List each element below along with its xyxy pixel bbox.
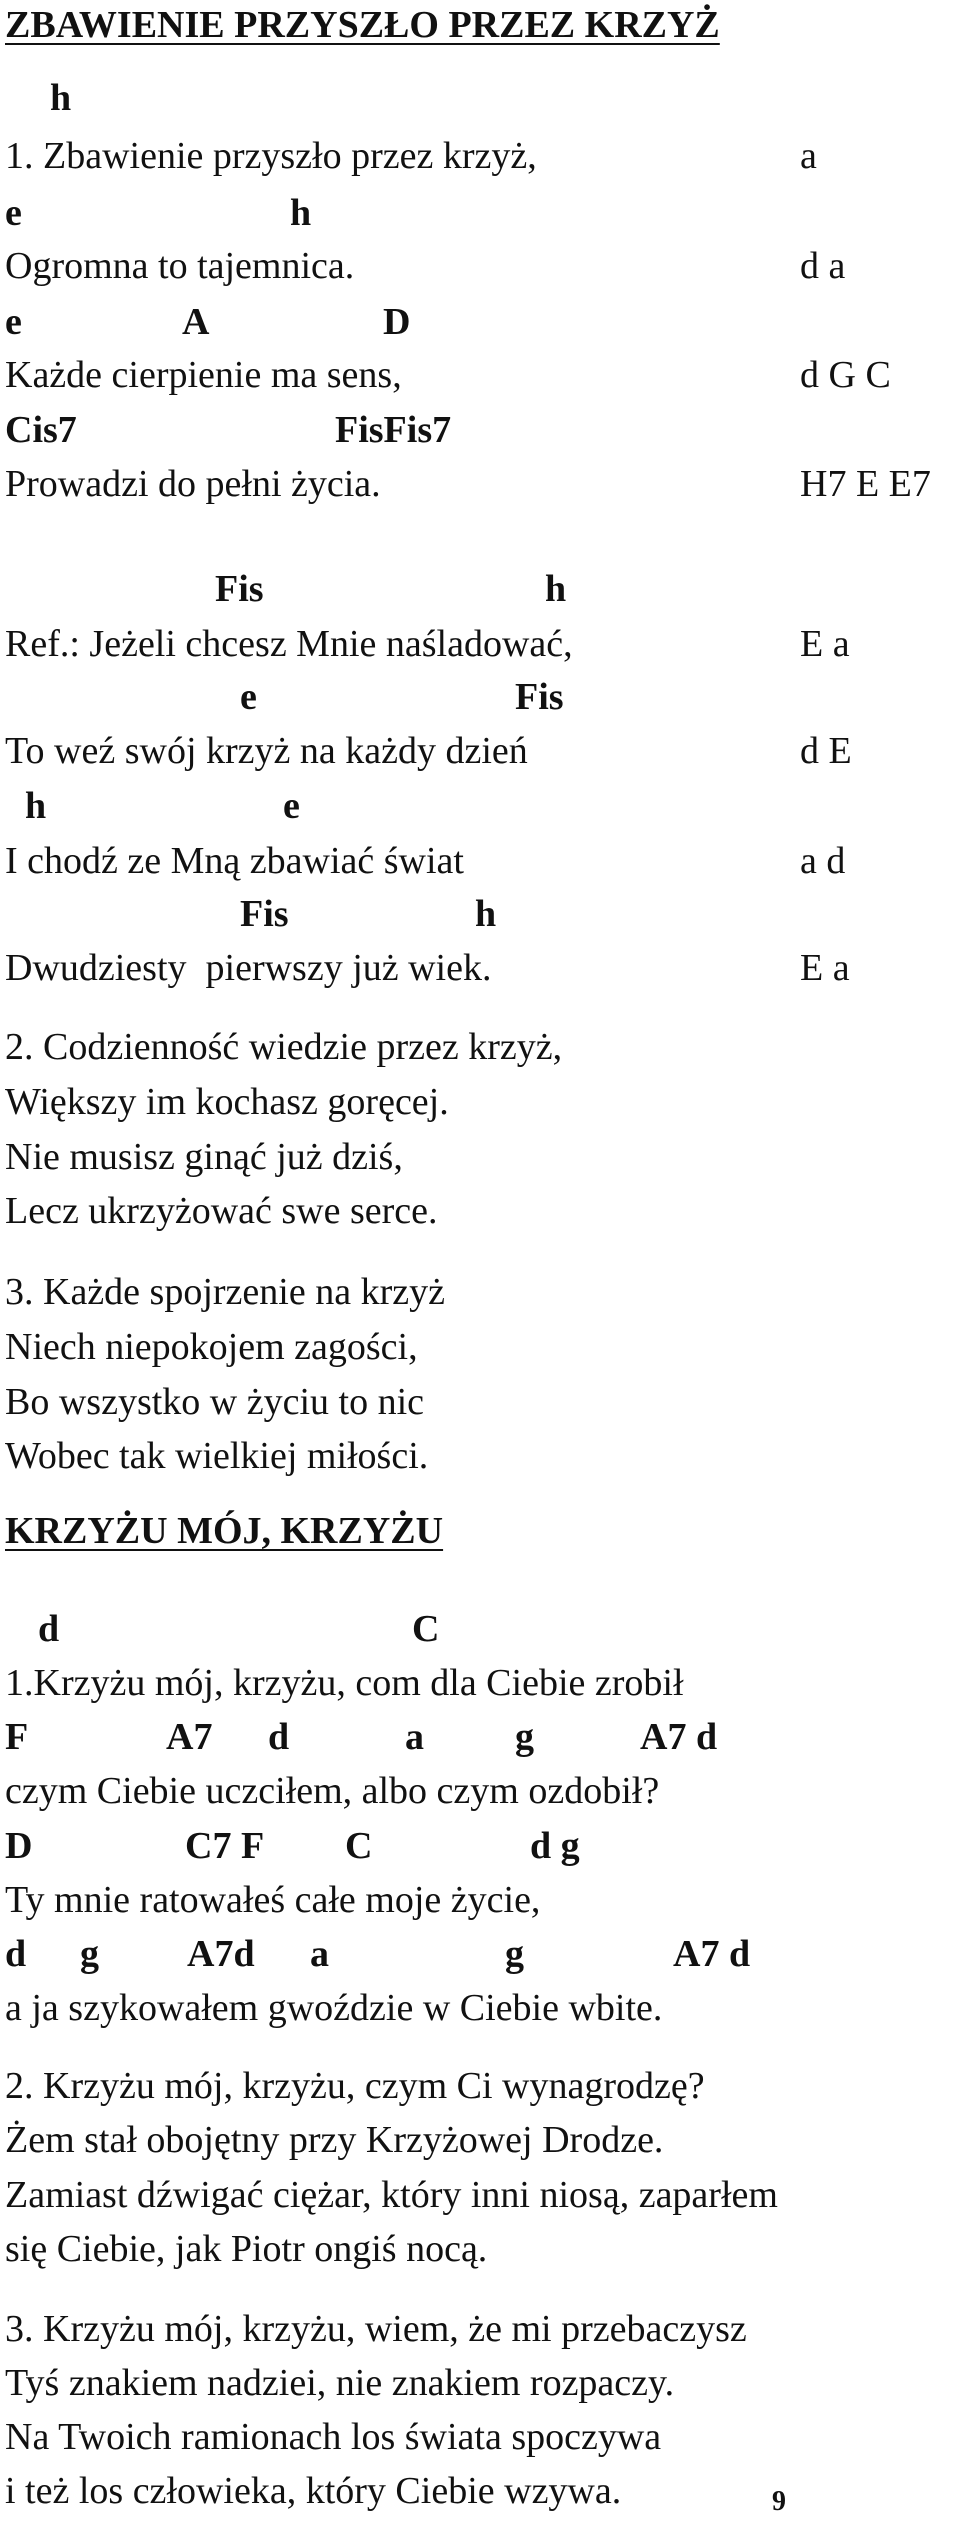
lyric-line: 1. Zbawienie przyszło przez krzyż, [5, 135, 537, 177]
chord: e [5, 192, 22, 234]
chord: C [412, 1608, 440, 1650]
alt-chords: a d [800, 840, 846, 882]
chord: D [383, 301, 411, 343]
chord: Fis [240, 893, 289, 935]
lyric-line: się Ciebie, jak Piotr ongiś nocą. [5, 2228, 488, 2270]
chord: A7 d [640, 1716, 718, 1758]
chord: F [5, 1716, 29, 1758]
chord: d [5, 1933, 27, 1975]
alt-chords: E a [800, 947, 850, 989]
lyric-line: 1.Krzyżu mój, krzyżu, com dla Ciebie zrobił [5, 1662, 684, 1704]
lyric-line: 3. Każde spojrzenie na krzyż [5, 1271, 445, 1313]
chord: d g [530, 1825, 580, 1867]
lyric-line: Niech niepokojem zagości, [5, 1326, 418, 1368]
chord: A7 d [673, 1933, 751, 1975]
chord: g [515, 1716, 534, 1758]
lyric-line: czym Ciebie uczciłem, albo czym ozdobił? [5, 1770, 660, 1812]
alt-chords: d E [800, 730, 852, 772]
alt-chords: a [800, 135, 817, 177]
chord: C [345, 1825, 373, 1867]
alt-chords: H7 E E7 [800, 463, 931, 505]
chord: a [310, 1933, 329, 1975]
lyric-line: Każde cierpienie ma sens, [5, 354, 402, 396]
lyric-line: I chodź ze Mną zbawiać świat [5, 840, 464, 882]
song-title: ZBAWIENIE PRZYSZŁO PRZEZ KRZYŻ [5, 4, 720, 46]
lyric-line: Na Twoich ramionach los świata spoczywa [5, 2416, 662, 2458]
lyric-line: To weź swój krzyż na każdy dzień [5, 730, 528, 772]
chord: e [5, 301, 22, 343]
chord: A [182, 301, 210, 343]
alt-chords: d a [800, 245, 846, 287]
lyric-line: a ja szykowałem gwoździe w Ciebie wbite. [5, 1987, 663, 2029]
chord: d [38, 1608, 60, 1650]
lyric-line: Zamiast dźwigać ciężar, który inni niosą, zaparłem [5, 2174, 778, 2216]
chord: A7d [187, 1933, 255, 1975]
alt-chords: d G C [800, 354, 891, 396]
chord: h [50, 77, 72, 119]
chord: d [268, 1716, 290, 1758]
lyric-line: Prowadzi do pełni życia. [5, 463, 381, 505]
lyric-line: Dwudziesty pierwszy już wiek. [5, 947, 492, 989]
chord: g [505, 1933, 524, 1975]
chord: h [290, 192, 312, 234]
chord: g [80, 1933, 99, 1975]
chord: A7 [166, 1716, 213, 1758]
chord: D [5, 1825, 33, 1867]
chord: a [405, 1716, 424, 1758]
chord: Fis [515, 676, 564, 718]
lyric-line: Ref.: Jeżeli chcesz Mnie naśladować, [5, 623, 573, 665]
chord: h [25, 785, 47, 827]
lyric-line: Bo wszystko w życiu to nic [5, 1381, 425, 1423]
alt-chords: E a [800, 623, 850, 665]
lyric-line: Żem stał obojętny przy Krzyżowej Drodze. [5, 2119, 664, 2161]
lyric-line: Nie musisz ginąć już dziś, [5, 1136, 403, 1178]
lyric-line: 3. Krzyżu mój, krzyżu, wiem, że mi przebaczysz [5, 2308, 747, 2350]
lyric-line: Tyś znakiem nadziei, nie znakiem rozpaczy. [5, 2362, 675, 2404]
lyric-line: 2. Krzyżu mój, krzyżu, czym Ci wynagrodzę? [5, 2065, 705, 2107]
lyric-line: i też los człowieka, który Ciebie wzywa. [5, 2470, 622, 2512]
chord: Cis7 [5, 409, 77, 451]
page-number: 9 [772, 2486, 786, 2517]
chord: FisFis7 [335, 409, 452, 451]
chord: C7 F [185, 1825, 265, 1867]
chord: h [545, 568, 567, 610]
chord: e [283, 785, 300, 827]
lyric-line: Lecz ukrzyżować swe serce. [5, 1190, 438, 1232]
song-title: KRZYŻU MÓJ, KRZYŻU [5, 1510, 444, 1552]
chord: e [240, 676, 257, 718]
lyric-line: Ogromna to tajemnica. [5, 245, 355, 287]
chord: h [475, 893, 497, 935]
lyric-line: Większy im kochasz goręcej. [5, 1081, 449, 1123]
chord: Fis [215, 568, 264, 610]
lyric-line: Wobec tak wielkiej miłości. [5, 1435, 429, 1477]
lyric-line: Ty mnie ratowałeś całe moje życie, [5, 1879, 541, 1921]
lyric-line: 2. Codzienność wiedzie przez krzyż, [5, 1026, 563, 1068]
